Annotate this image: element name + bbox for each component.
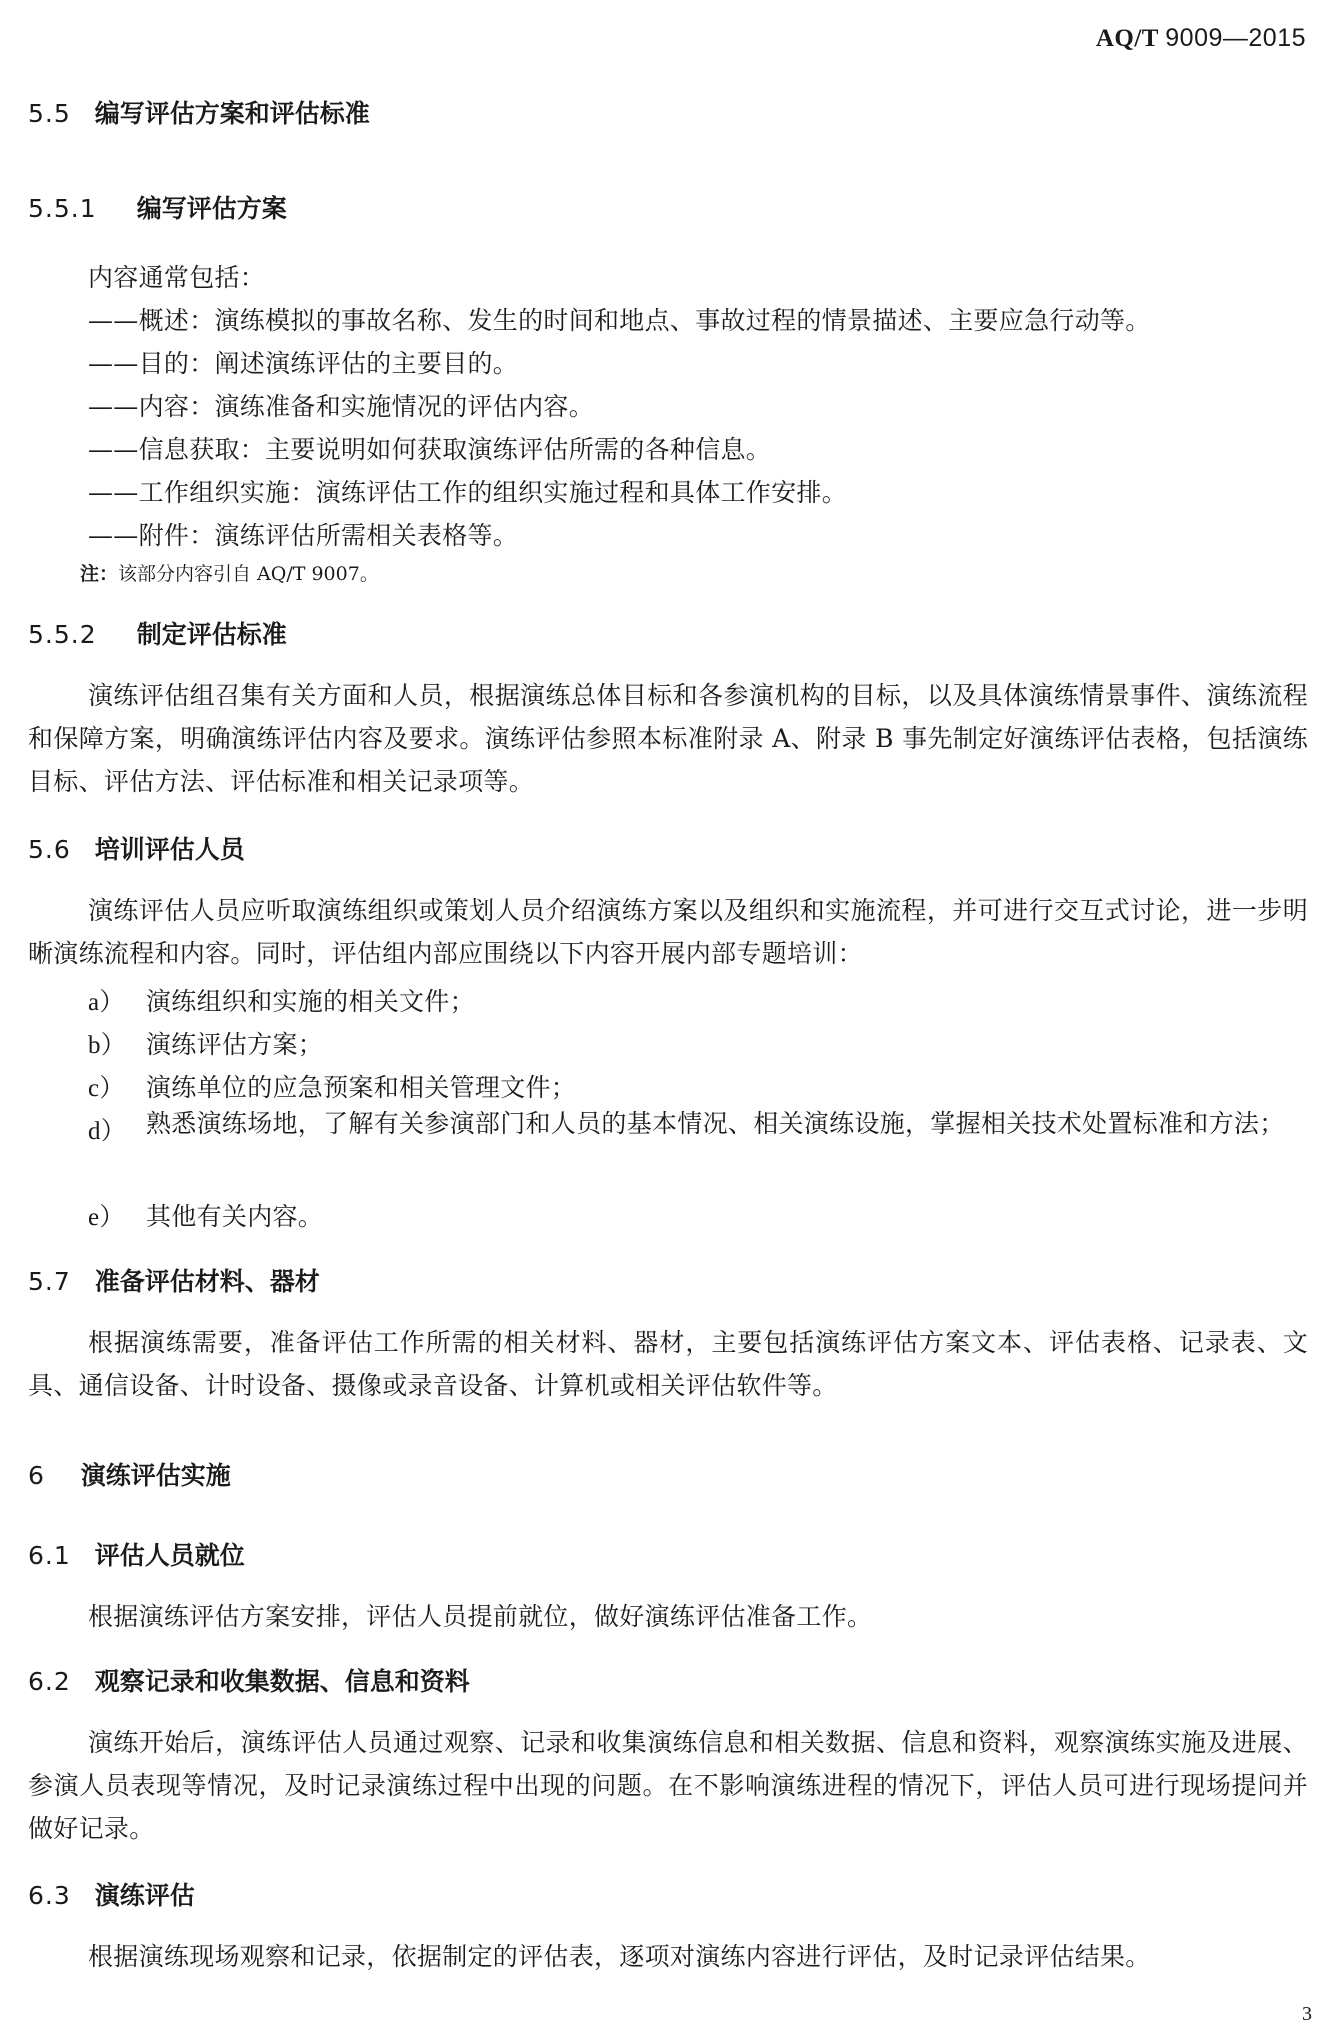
list-item-information: ——信息获取：主要说明如何获取演练评估所需的各种信息。: [88, 435, 772, 464]
page-number: 3: [1302, 2003, 1312, 2025]
heading-6-1: [28, 1536, 245, 1572]
list-text: 演练单位的应急预案和相关管理文件；: [146, 1073, 577, 1102]
list-item-b: [88, 1025, 323, 1061]
list-item-c: [88, 1068, 576, 1104]
section-number: 5.5: [28, 99, 71, 128]
standard-number: 9009—2015: [1165, 24, 1306, 52]
list-marker: e）: [88, 1204, 125, 1231]
list-item-d-marker: [88, 1111, 146, 1147]
list-marker: a）: [88, 989, 125, 1016]
paragraph-5-5-2: 演练评估组召集有关方面和人员，根据演练总体目标和各参演机构的目标，以及具体演练情景事件、演练流程和保障方案，明确演练评估内容及要求。演练评估参照本标准附录 A、附录 B 事先制定好演练评估表格，包括演练目标、评估方法、评估标准和相关记录项等。: [28, 681, 1308, 796]
paragraph-6-3: 根据演练现场观察和记录，依据制定的评估表，逐项对演练内容进行评估，及时记录评估结果。: [88, 1942, 1151, 1971]
note-label: 注：: [80, 563, 119, 585]
standard-prefix: AQ/T: [1095, 25, 1159, 52]
paragraph-5-7: 根据演练需要，准备评估工作所需的相关材料、器材，主要包括演练评估方案文本、评估表格、记录表、文具、通信设备、计时设备、摄像或录音设备、计算机或相关评估软件等。: [28, 1328, 1308, 1400]
section-title: 观察记录和收集数据、信息和资料: [94, 1667, 470, 1696]
section-title: 编写评估方案: [136, 194, 287, 223]
list-marker: d）: [88, 1118, 127, 1145]
list-text: 演练评估方案；: [146, 1030, 324, 1059]
section-number: 6.2: [28, 1667, 71, 1696]
heading-5-5-1: [28, 189, 287, 225]
heading-6: [28, 1456, 231, 1492]
section-title: 培训评估人员: [94, 835, 245, 864]
section-number: 6: [28, 1461, 45, 1490]
heading-5-7: [28, 1262, 320, 1298]
note: [80, 559, 379, 586]
standard-code-header: [1096, 24, 1306, 53]
list-item-e: [88, 1197, 323, 1233]
section-number: 5.7: [28, 1267, 71, 1296]
intro-text: 内容通常包括：: [88, 263, 266, 292]
list-item-a: [88, 982, 475, 1018]
list-marker: c）: [88, 1075, 125, 1102]
section-number: 6.3: [28, 1881, 71, 1910]
heading-5-5: [28, 94, 370, 130]
list-item-content: ——内容：演练准备和实施情况的评估内容。: [88, 392, 595, 421]
section-title: 演练评估实施: [80, 1461, 231, 1490]
section-number: 5.5.1: [28, 194, 97, 223]
heading-5-6: [28, 830, 245, 866]
list-item-organization: ——工作组织实施：演练评估工作的组织实施过程和具体工作安排。: [88, 478, 848, 507]
section-number: 5.5.2: [28, 620, 97, 649]
section-title: 演练评估: [94, 1881, 195, 1910]
heading-6-3: [28, 1876, 195, 1912]
section-title: 评估人员就位: [94, 1541, 245, 1570]
paragraph-6-1: 根据演练评估方案安排，评估人员提前就位，做好演练评估准备工作。: [88, 1602, 873, 1631]
section-title: 制定评估标准: [136, 620, 287, 649]
list-marker: b）: [88, 1032, 127, 1059]
heading-6-2: [28, 1662, 470, 1698]
paragraph-5-6: 演练评估人员应听取演练组织或策划人员介绍演练方案以及组织和实施流程，并可进行交互式讨论，进一步明晰演练流程和内容。同时，评估组内部应围绕以下内容开展内部专题培训：: [28, 896, 1308, 968]
list-item-overview: ——概述：演练模拟的事故名称、发生的时间和地点、事故过程的情景描述、主要应急行动等。: [88, 306, 1151, 335]
paragraph-6-2: 演练开始后，演练评估人员通过观察、记录和收集演练信息和相关数据、信息和资料，观察演练实施及进展、参演人员表现等情况，及时记录演练过程中出现的问题。在不影响演练进程的情况下，评估人员可进行现场提问并做好记录。: [28, 1728, 1308, 1843]
note-text: 该部分内容引自 AQ/T 9007。: [118, 563, 379, 585]
list-text: 演练组织和实施的相关文件；: [146, 987, 475, 1016]
section-title: 准备评估材料、器材: [94, 1267, 320, 1296]
list-item-d-text: 熟悉演练场地，了解有关参演部门和人员的基本情况、相关演练设施，掌握相关技术处置标准和方法；: [146, 1109, 1285, 1138]
section-title: 编写评估方案和评估标准: [94, 99, 370, 128]
heading-5-5-2: [28, 615, 287, 651]
section-number: 6.1: [28, 1541, 71, 1570]
section-number: 5.6: [28, 835, 71, 864]
list-text: 其他有关内容。: [146, 1202, 324, 1231]
list-item-purpose: ——目的：阐述演练评估的主要目的。: [88, 349, 519, 378]
list-item-attachment: ——附件：演练评估所需相关表格等。: [88, 521, 519, 550]
